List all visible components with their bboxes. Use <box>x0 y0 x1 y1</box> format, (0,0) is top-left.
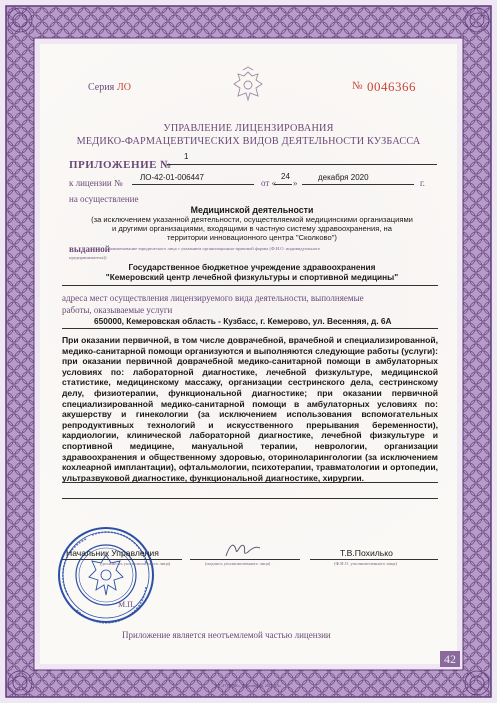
organization-line-2: "Кемеровский центр лечебной физкультуры и спортивной медицины" <box>105 272 399 282</box>
address-line <box>62 328 438 329</box>
organization-line-1: Государственное бюджетное учреждение здравоохранения <box>128 262 376 272</box>
name-line <box>310 559 438 560</box>
activity-label: на осуществление <box>69 194 139 204</box>
license-label: к лицензии № <box>69 178 123 188</box>
date-from-label: от « <box>261 178 277 188</box>
services-text: При оказании первичной, в том числе доврачебной, врачебной и специализированной, медико-санитарной помощи организуются и выполняются следующие работы (услуги): при оказании первичной доврачебной медико-санитарной помощи в амбулаторных условиях по: лабораторной диагностике, лечебной физкультуре, медицинской статистике, медицинскому массажу, организации сестринского дела, сестринскому делу, физиотерапии, функциональной диагностике; при оказании первичной специализированной медико-санитарной помощи в амбулаторных условиях по: акушерству и гинекологии (за исключением использования вспомогательных репродуктивных технологий и искусственного прерывания беременности), кардиологии, клинической лабораторной диагностике, лечебной физкультуре и спортивной медицине, мануальной терапии, неврологии, организации здравоохранения и общественному здоровью, оториноларингологии (за исключением кохлеарной имплантации), офтальмологии, психотерапии, травматологии и ортопедии, ультразвуковой диагностике, функциональной диагностике, хирургии. <box>62 335 439 483</box>
position-hint: (должность уполномоченного лица) <box>100 561 171 566</box>
title-line-2: МЕДИКО-ФАРМАЦЕВТИЧЕСКИХ ВИДОВ ДЕЯТЕЛЬНОСТИ КУЗБАССА <box>76 136 421 147</box>
appendix-number-line <box>167 164 437 165</box>
position-line <box>62 559 182 560</box>
printer-imprint: АО «ГОЗНАК», Новосибирск, 2018, «А» <box>214 684 282 688</box>
stamp-place-mark: М.П. <box>118 600 135 609</box>
activity-desc-3: территории инновационного центра "Сколково") <box>167 233 337 242</box>
official-stamp <box>56 525 156 625</box>
license-number: ЛО-42-01-006447 <box>140 173 204 182</box>
organization-line <box>62 285 438 286</box>
address-value: 650000, Кемеровская область - Кузбасс, г. Кемерово, ул. Весенняя, д. 6А <box>94 316 392 326</box>
issued-label: выданной <box>69 244 110 254</box>
series-label: Серия <box>88 82 115 93</box>
signature-line <box>190 559 300 560</box>
signature-hint: (подпись уполномоченного лица) <box>205 561 271 566</box>
address-label-1: адреса мест осуществления лицензируемого вида деятельности, выполняемые <box>62 293 364 303</box>
separator-line-1 <box>62 482 438 483</box>
signer-position: Начальник Управления <box>66 548 159 558</box>
activity-desc-1: (за исключением указанной деятельности, осуществляемой медицинскими организациями <box>91 215 413 224</box>
address-label-2: работы, оказываемые услуги <box>62 305 173 315</box>
date-month-line <box>302 184 414 185</box>
footer-note: Приложение является неотъемлемой частью лицензии <box>122 630 331 640</box>
number-value: 0046366 <box>367 79 416 94</box>
issued-hint-2: предпринимателя)) <box>69 255 107 260</box>
coat-of-arms-icon <box>228 66 268 106</box>
issued-hint-1: (наименование юридического лица с указанием организационно-правовой формы (Ф.И.О. индивидуального <box>108 246 321 251</box>
number-prefix: № <box>352 80 363 92</box>
appendix-label: ПРИЛОЖЕНИЕ № <box>69 159 172 171</box>
date-day-close: » <box>293 178 298 188</box>
series-value: ЛО <box>117 82 132 93</box>
license-number-line <box>132 184 254 185</box>
date-month-year: декабря 2020 <box>318 173 369 182</box>
appendix-number: 1 <box>184 152 189 161</box>
title-line-1: УПРАВЛЕНИЕ ЛИЦЕНЗИРОВАНИЯ <box>163 123 334 134</box>
name-hint: (Ф.И.О. уполномоченного лица) <box>334 561 397 566</box>
separator-line-2 <box>62 498 438 499</box>
date-day: 24 <box>281 172 290 181</box>
signer-name: Т.В.Похилько <box>340 548 393 558</box>
page-number: 42 <box>440 651 460 667</box>
activity-desc-2: и другими организациями, входящими в частную систему здравоохранения, на <box>112 224 392 233</box>
date-year-suffix: г. <box>420 178 425 188</box>
date-day-line <box>274 184 292 185</box>
activity-title: Медицинской деятельности <box>190 205 314 215</box>
